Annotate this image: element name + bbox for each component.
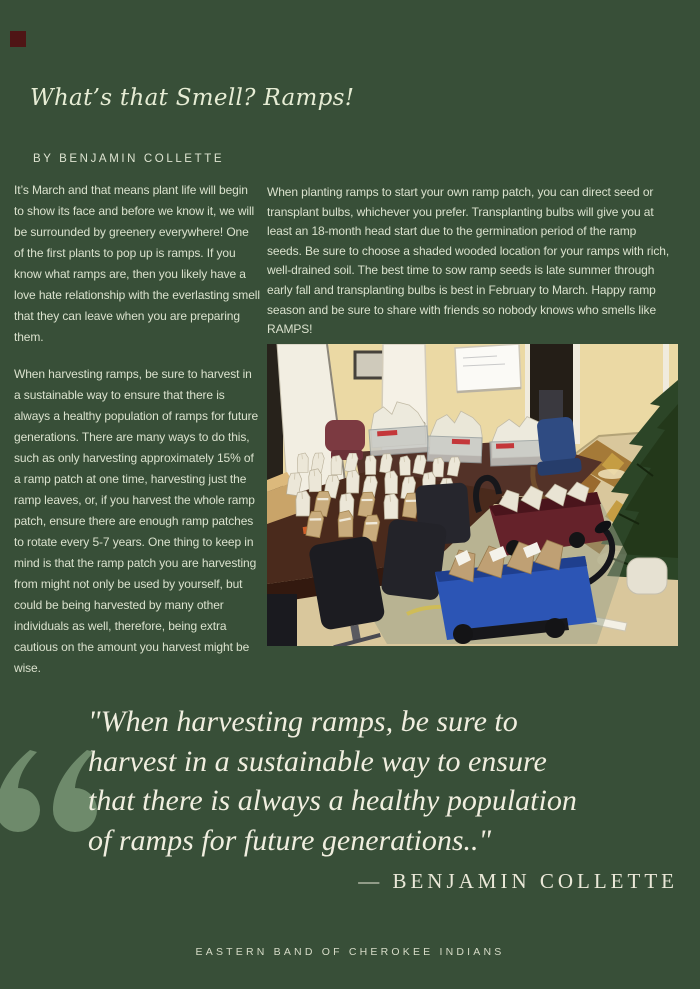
quote-line: harvest in a sustainable way to ensure [88, 744, 547, 778]
footer-text: EASTERN BAND OF CHEROKEE INDIANS [195, 946, 505, 958]
accent-square [10, 31, 26, 47]
quote-line: that there is always a healthy population [88, 784, 577, 817]
page-title: What’s that Smell? Ramps! [30, 85, 355, 111]
maroon-chair [325, 420, 365, 460]
byline: BY BENJAMIN COLLETTE [33, 153, 225, 165]
article-photo [267, 344, 678, 646]
paragraph-left-1: It’s March and that means plant life will begin to show its face and before we know it, we will be surrounded by greenery everywhere! One of the first plants to pop up is ramps. If you know what ramps are, then you likely have a love hate relationship with the everlasting smell that they can leave when you are preparing them. [14, 183, 260, 344]
quote-attribution: — BENJAMIN COLLETTE [358, 869, 678, 893]
quote-mark-icon [0, 744, 102, 848]
paragraph-right-1: When planting ramps to start your own ramp patch, you can direct seed or transplant bulbs, whichever you prefer. Transplanting bulbs will give you at least an 18-month head start due to the germination period of the ramp seeds. Be sure to choose a shaded wooded location for your ramps with rich, well-drained soil. The best time to sow ramp seeds is late summer through early fall and transplanting bulbs is best in February to March. Happy ramp season and be sure to share with friends so nobody knows who smells like RAMPS! [267, 185, 670, 337]
pull-quote [88, 702, 653, 860]
article-left-column [14, 180, 260, 695]
paragraph-left-2: When harvesting ramps, be sure to harvest in a sustainable way to ensure that there is always a healthy population of ramps for future generations. There are many ways to do this, such as only harvesting approximately 15% of a ramp patch at one time, harvesting just the ramp leaves, or, if you harvest the whole ramp patch, ensure there are enough ramp patches to rotate every 5-7 years. One thing to keep in mind is that the ramp patch you are harvesting from might not only be used by yourself, but could be being harvested by many other individuals as well, therefore, being extra cautious on the amount you harvest might be wise. [14, 367, 259, 675]
quote-line: "When harvesting ramps, be sure to [88, 705, 518, 738]
quote-line: of ramps for future generations.." [88, 823, 492, 857]
article-right-column [267, 183, 671, 340]
